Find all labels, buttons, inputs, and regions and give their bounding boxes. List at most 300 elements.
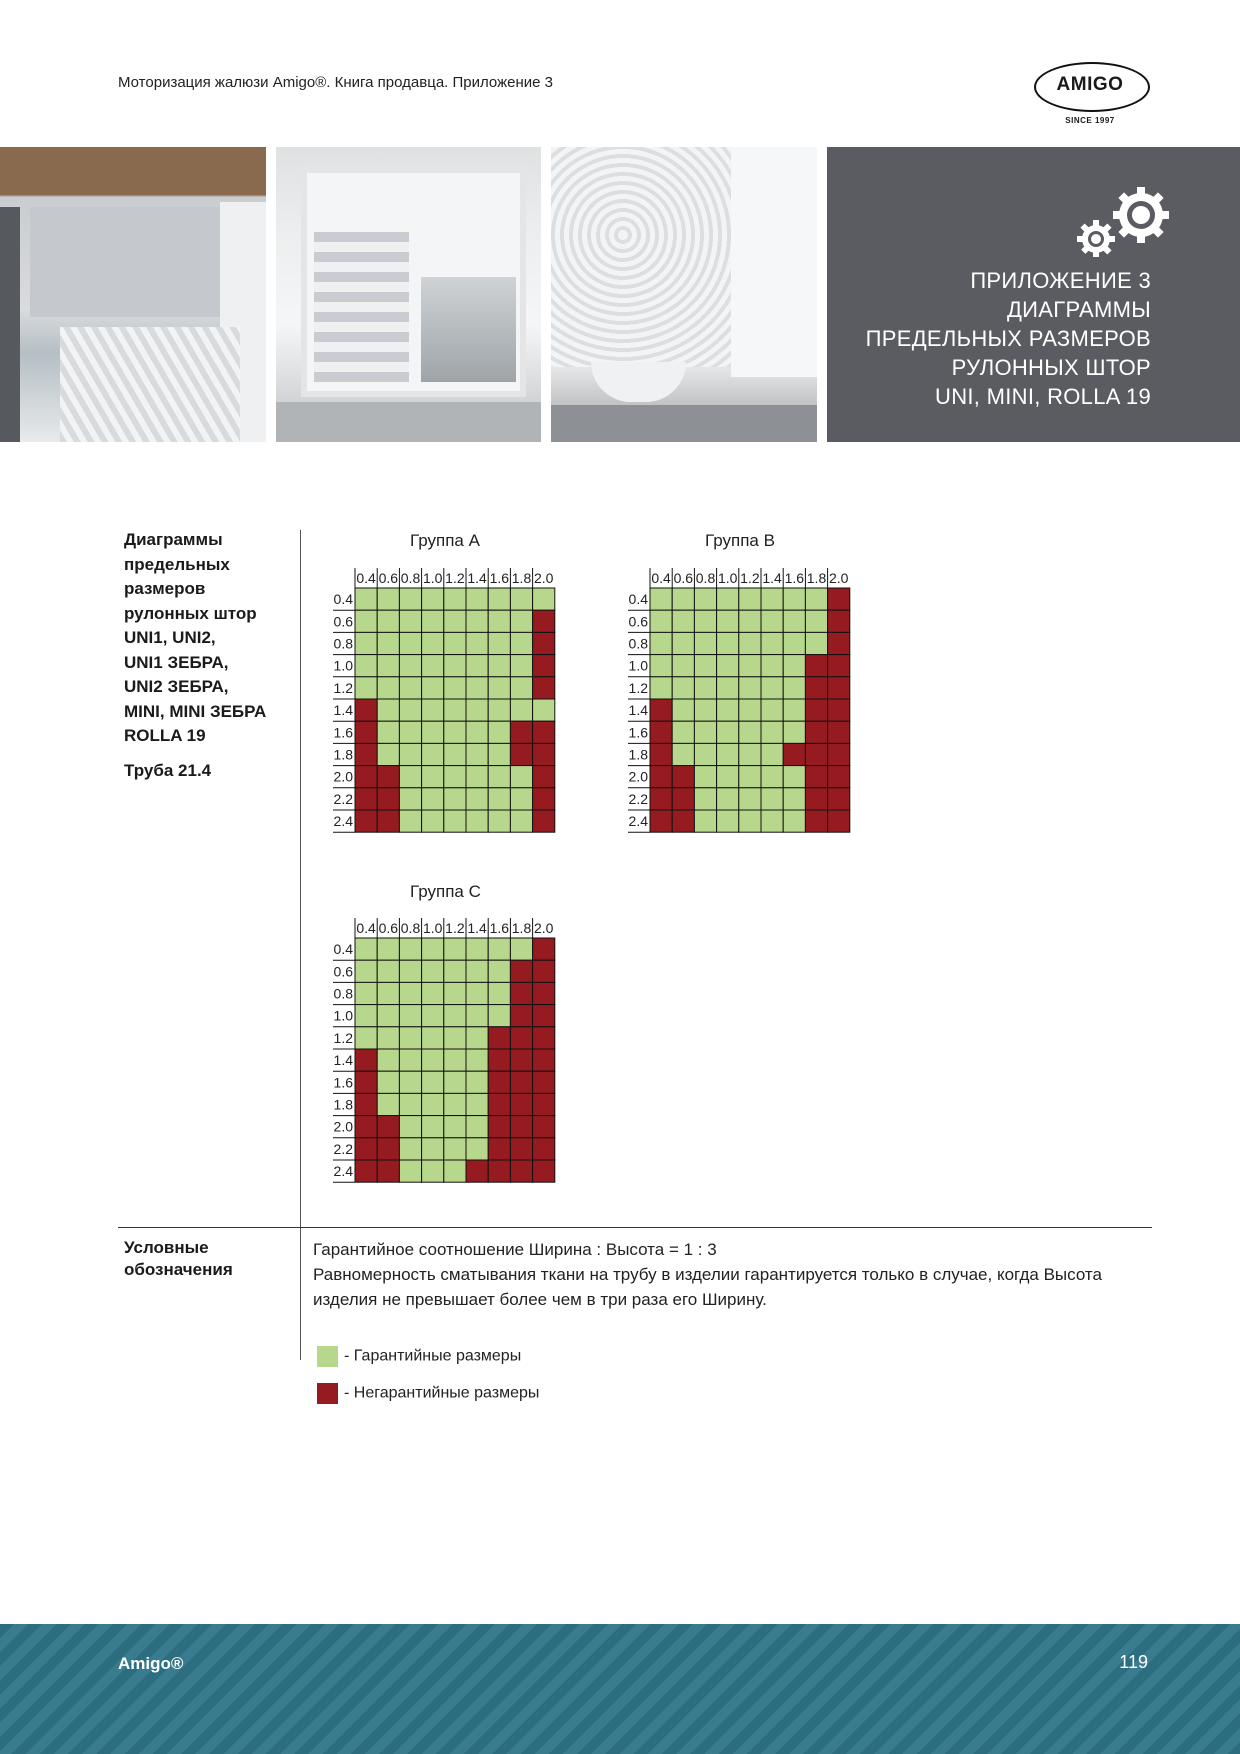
grid-cell	[488, 810, 510, 832]
grid-cell	[488, 610, 510, 632]
grid-cell	[783, 655, 805, 677]
grid-cell	[444, 788, 466, 810]
grid-cell	[672, 655, 694, 677]
grid-cell	[672, 721, 694, 743]
grid-cell	[650, 655, 672, 677]
grid-cell	[399, 655, 421, 677]
grid-cell	[399, 938, 421, 960]
grid-cell	[466, 960, 488, 982]
appendix-title-line: ДИАГРАММЫ	[1006, 297, 1151, 322]
page-number: 119	[1119, 1652, 1148, 1672]
column-label: 1.6	[489, 570, 510, 586]
chart-title-group-b: Группа B	[705, 531, 775, 550]
grid-cell	[650, 610, 672, 632]
gears-icon	[1063, 167, 1183, 257]
grid-cell	[355, 588, 377, 610]
description-line: UNI1, UNI2,	[124, 628, 216, 647]
grid-cell	[444, 1027, 466, 1049]
legend-item-guaranteed	[317, 1346, 521, 1367]
grid-cell	[672, 743, 694, 765]
row-label: 1.0	[333, 657, 353, 674]
grid-cell	[466, 677, 488, 699]
row-label: 1.4	[333, 702, 353, 719]
grid-cell	[377, 743, 399, 765]
grid-cell	[650, 699, 672, 721]
ratio-description: Равномерность сматывания ткани на трубу в изделии гарантируется только в случае, когда Высота изделия не превышает более чем в три раза его Ширину.	[313, 1265, 1102, 1309]
grid-cell	[510, 1116, 532, 1138]
grid-cell	[739, 721, 761, 743]
grid-cell	[422, 632, 444, 654]
grid-cell	[761, 699, 783, 721]
grid-cell	[510, 1138, 532, 1160]
grid-cell	[466, 1093, 488, 1115]
grid-cell	[761, 810, 783, 832]
row-label: 1.8	[333, 1096, 353, 1113]
grid-cell	[717, 610, 739, 632]
grid-cell	[399, 1049, 421, 1071]
grid-cell	[717, 766, 739, 788]
grid-cell	[488, 1116, 510, 1138]
grid-cell	[828, 677, 850, 699]
grid-cell	[672, 677, 694, 699]
grid-cell	[355, 938, 377, 960]
grid-cell	[650, 766, 672, 788]
appendix-title-line: ПРЕДЕЛЬНЫХ РАЗМЕРОВ	[865, 326, 1151, 351]
grid-cell	[466, 1027, 488, 1049]
grid-cell	[399, 1027, 421, 1049]
grid-cell	[672, 788, 694, 810]
row-label: 0.8	[628, 635, 648, 652]
row-label: 1.2	[628, 679, 648, 696]
column-label: 0.6	[673, 570, 694, 586]
grid-cell	[828, 699, 850, 721]
grid-cell	[355, 1116, 377, 1138]
grid-cell	[761, 588, 783, 610]
grid-cell	[694, 766, 716, 788]
grid-cell	[717, 655, 739, 677]
grid-cell	[422, 721, 444, 743]
row-label: 0.4	[333, 591, 353, 608]
legend-heading-line: Условные	[124, 1238, 209, 1257]
grid-cell	[672, 766, 694, 788]
grid-cell	[533, 982, 555, 1004]
grid-cell	[672, 610, 694, 632]
grid-cell	[828, 610, 850, 632]
grid-cell	[422, 610, 444, 632]
row-label: 1.8	[333, 746, 353, 763]
legend-heading-line: обозначения	[124, 1260, 233, 1279]
grid-cell	[377, 1049, 399, 1071]
grid-cell	[466, 1138, 488, 1160]
grid-cell	[399, 632, 421, 654]
grid-cell	[422, 699, 444, 721]
grid-cell	[739, 677, 761, 699]
ratio-note	[313, 1237, 1158, 1312]
grid-cell	[510, 938, 532, 960]
grid-cell	[761, 788, 783, 810]
grid-cell	[694, 610, 716, 632]
grid-cell	[466, 699, 488, 721]
grid-cell	[488, 788, 510, 810]
column-label: 1.4	[467, 920, 487, 936]
column-label: 0.8	[400, 570, 421, 586]
page-footer	[0, 1624, 1240, 1754]
grid-cell	[444, 1049, 466, 1071]
grid-cell	[355, 1138, 377, 1160]
grid-cell	[672, 810, 694, 832]
grid-cell	[488, 982, 510, 1004]
grid-cell	[422, 1093, 444, 1115]
grid-cell	[422, 1138, 444, 1160]
grid-cell	[377, 982, 399, 1004]
grid-cell	[444, 810, 466, 832]
grid-cell	[488, 1138, 510, 1160]
grid-cell	[694, 721, 716, 743]
grid-cell	[739, 588, 761, 610]
grid-cell	[422, 655, 444, 677]
description-line: MINI, MINI ЗЕБРА	[124, 701, 267, 721]
photo-balcony-roller-blind	[0, 147, 266, 442]
grid-cell	[399, 721, 421, 743]
grid-cell	[533, 1093, 555, 1115]
description-line: UNI1 ЗЕБРА,	[124, 652, 229, 672]
grid-cell	[399, 1138, 421, 1160]
grid-cell	[399, 1160, 421, 1182]
row-label: 1.0	[628, 657, 648, 674]
grid-cell	[828, 788, 850, 810]
grid-cell	[488, 1093, 510, 1115]
grid-cell	[355, 1005, 377, 1027]
column-label: 1.0	[422, 920, 443, 936]
grid-cell	[377, 632, 399, 654]
grid-cell	[761, 677, 783, 699]
grid-cell	[510, 1049, 532, 1071]
grid-cell	[466, 1049, 488, 1071]
grid-cell	[694, 655, 716, 677]
grid-cell	[533, 677, 555, 699]
grid-cell	[672, 699, 694, 721]
appendix-title-line: UNI, MINI, ROLLA 19	[935, 384, 1151, 409]
grid-cell	[444, 1071, 466, 1093]
grid-cell	[533, 938, 555, 960]
grid-cell	[739, 655, 761, 677]
column-label: 0.6	[378, 920, 399, 936]
grid-cell	[828, 810, 850, 832]
chart-group-c	[330, 915, 560, 1185]
grid-cell	[422, 810, 444, 832]
description-line: размеров	[124, 579, 206, 598]
grid-cell	[399, 588, 421, 610]
grid-cell	[488, 677, 510, 699]
column-label: 1.2	[740, 570, 760, 586]
grid-cell	[488, 588, 510, 610]
grid-cell	[355, 655, 377, 677]
grid-cell	[444, 982, 466, 1004]
grid-cell	[694, 632, 716, 654]
grid-cell	[717, 788, 739, 810]
grid-cell	[783, 677, 805, 699]
grid-cell	[533, 1138, 555, 1160]
grid-cell	[355, 982, 377, 1004]
grid-cell	[444, 1116, 466, 1138]
grid-cell	[377, 1160, 399, 1182]
grid-cell	[828, 721, 850, 743]
grid-cell	[783, 721, 805, 743]
grid-cell	[510, 743, 532, 765]
grid-cell	[510, 1027, 532, 1049]
row-label: 2.4	[333, 1163, 353, 1180]
grid-cell	[399, 1071, 421, 1093]
grid-cell	[355, 960, 377, 982]
grid-cell	[739, 699, 761, 721]
grid-cell	[783, 632, 805, 654]
grid-cell	[466, 788, 488, 810]
grid-cell	[377, 655, 399, 677]
grid-cell	[466, 1160, 488, 1182]
row-label: 1.4	[333, 1052, 353, 1069]
grid-cell	[805, 632, 827, 654]
grid-cell	[761, 655, 783, 677]
grid-cell	[510, 655, 532, 677]
grid-cell	[444, 766, 466, 788]
grid-cell	[355, 1093, 377, 1115]
grid-cell	[488, 699, 510, 721]
grid-cell	[355, 632, 377, 654]
column-label: 1.2	[445, 570, 465, 586]
grid-cell	[828, 766, 850, 788]
grid-cell	[466, 810, 488, 832]
grid-cell	[828, 632, 850, 654]
grid-cell	[739, 788, 761, 810]
grid-cell	[533, 699, 555, 721]
appendix-title-line: РУЛОННЫХ ШТОР	[951, 355, 1151, 380]
grid-cell	[805, 743, 827, 765]
grid-cell	[805, 766, 827, 788]
grid-cell	[650, 588, 672, 610]
row-label: 1.4	[628, 702, 648, 719]
grid-cell	[355, 743, 377, 765]
grid-cell	[355, 677, 377, 699]
grid-cell	[377, 677, 399, 699]
grid-cell	[783, 743, 805, 765]
grid-cell	[422, 1071, 444, 1093]
grid-cell	[717, 677, 739, 699]
grid-cell	[466, 655, 488, 677]
grid-cell	[466, 766, 488, 788]
grid-cell	[422, 982, 444, 1004]
grid-cell	[355, 766, 377, 788]
grid-cell	[805, 677, 827, 699]
footer-brand: Amigo®	[118, 1654, 184, 1673]
grid-cell	[399, 610, 421, 632]
chart-group-a	[330, 565, 560, 835]
grid-cell	[510, 982, 532, 1004]
grid-cell	[422, 1027, 444, 1049]
grid-cell	[533, 1116, 555, 1138]
grid-cell	[488, 1005, 510, 1027]
amigo-logo	[1030, 58, 1154, 130]
grid-cell	[672, 632, 694, 654]
grid-cell	[488, 1071, 510, 1093]
row-label: 1.6	[628, 724, 648, 741]
grid-cell	[694, 677, 716, 699]
grid-cell	[805, 721, 827, 743]
row-label: 0.6	[333, 613, 353, 630]
grid-cell	[510, 588, 532, 610]
chart-title-group-c: Группа C	[410, 882, 481, 901]
grid-cell	[422, 588, 444, 610]
grid-cell	[399, 743, 421, 765]
column-label: 1.4	[762, 570, 782, 586]
grid-cell	[377, 788, 399, 810]
grid-cell	[694, 588, 716, 610]
grid-cell	[488, 655, 510, 677]
column-label: 0.6	[378, 570, 399, 586]
grid-cell	[422, 1116, 444, 1138]
section-divider	[118, 1227, 1152, 1228]
grid-cell	[422, 1005, 444, 1027]
photo-patterned-roller-blind	[551, 147, 817, 442]
row-label: 2.4	[628, 813, 648, 830]
grid-cell	[510, 1005, 532, 1027]
grid-cell	[828, 743, 850, 765]
grid-cell	[355, 788, 377, 810]
grid-cell	[399, 810, 421, 832]
row-label: 2.2	[333, 790, 353, 807]
section-description	[124, 528, 294, 783]
grid-cell	[399, 1093, 421, 1115]
grid-cell	[694, 699, 716, 721]
grid-cell	[672, 588, 694, 610]
grid-cell	[761, 632, 783, 654]
grid-cell	[783, 610, 805, 632]
grid-cell	[444, 632, 466, 654]
column-label: 2.0	[828, 570, 849, 586]
appendix-title-line: ПРИЛОЖЕНИЕ 3	[970, 268, 1151, 293]
grid-cell	[488, 632, 510, 654]
grid-cell	[533, 810, 555, 832]
grid-cell	[355, 610, 377, 632]
grid-cell	[510, 960, 532, 982]
grid-cell	[488, 721, 510, 743]
grid-cell	[533, 1027, 555, 1049]
grid-cell	[717, 699, 739, 721]
grid-cell	[422, 960, 444, 982]
grid-cell	[444, 655, 466, 677]
grid-cell	[377, 766, 399, 788]
grid-cell	[377, 699, 399, 721]
grid-cell	[444, 960, 466, 982]
row-label: 2.0	[628, 768, 648, 785]
grid-cell	[444, 1138, 466, 1160]
legend-swatch-red	[317, 1383, 338, 1404]
logo-text: AMIGO	[1056, 74, 1124, 95]
grid-cell	[399, 1116, 421, 1138]
grid-cell	[717, 632, 739, 654]
grid-cell	[399, 677, 421, 699]
grid-cell	[444, 743, 466, 765]
row-label: 1.2	[333, 1029, 353, 1046]
grid-cell	[355, 1160, 377, 1182]
row-label: 2.2	[333, 1140, 353, 1157]
legend-text-guaranteed: - Гарантийные размеры	[344, 1347, 522, 1365]
row-label: 0.6	[333, 963, 353, 980]
grid-cell	[377, 810, 399, 832]
legend-text-not-guaranteed: - Негарантийные размеры	[344, 1384, 540, 1402]
grid-cell	[444, 677, 466, 699]
grid-cell	[422, 938, 444, 960]
grid-cell	[466, 1116, 488, 1138]
legend-swatch-green	[317, 1346, 338, 1367]
grid-cell	[466, 743, 488, 765]
grid-cell	[739, 766, 761, 788]
grid-cell	[399, 1005, 421, 1027]
grid-cell	[422, 1049, 444, 1071]
grid-cell	[466, 1005, 488, 1027]
description-line: ROLLA 19	[124, 726, 206, 745]
description-line: UNI2 ЗЕБРА,	[124, 677, 229, 696]
row-label: 2.0	[333, 1118, 353, 1135]
column-label: 1.0	[422, 570, 443, 586]
grid-cell	[355, 721, 377, 743]
grid-cell	[761, 743, 783, 765]
grid-cell	[510, 677, 532, 699]
column-label: 0.4	[651, 570, 671, 586]
grid-cell	[488, 766, 510, 788]
grid-cell	[805, 810, 827, 832]
grid-cell	[444, 721, 466, 743]
grid-cell	[444, 588, 466, 610]
grid-cell	[444, 610, 466, 632]
grid-cell	[510, 699, 532, 721]
row-label: 2.0	[333, 768, 353, 785]
grid-cell	[805, 655, 827, 677]
grid-cell	[399, 960, 421, 982]
grid-cell	[510, 810, 532, 832]
grid-cell	[828, 655, 850, 677]
column-label: 2.0	[533, 920, 554, 936]
grid-cell	[533, 766, 555, 788]
column-divider	[300, 530, 301, 1360]
column-label: 1.6	[489, 920, 510, 936]
grid-cell	[783, 699, 805, 721]
grid-cell	[533, 1005, 555, 1027]
chart-title-group-a: Группа A	[410, 531, 480, 550]
grid-cell	[444, 699, 466, 721]
grid-cell	[444, 938, 466, 960]
row-label: 2.4	[333, 813, 353, 830]
grid-cell	[510, 1093, 532, 1115]
legend-item-not-guaranteed	[317, 1383, 539, 1404]
grid-cell	[488, 938, 510, 960]
column-label: 1.4	[467, 570, 487, 586]
grid-cell	[399, 766, 421, 788]
grid-cell	[444, 1005, 466, 1027]
grid-cell	[355, 810, 377, 832]
grid-cell	[533, 655, 555, 677]
grid-cell	[739, 632, 761, 654]
grid-cell	[533, 588, 555, 610]
grid-cell	[739, 743, 761, 765]
grid-cell	[805, 610, 827, 632]
row-label: 0.4	[628, 591, 648, 608]
grid-cell	[399, 788, 421, 810]
grid-cell	[466, 1071, 488, 1093]
grid-cell	[717, 588, 739, 610]
grid-cell	[533, 1160, 555, 1182]
grid-cell	[488, 960, 510, 982]
grid-cell	[805, 788, 827, 810]
